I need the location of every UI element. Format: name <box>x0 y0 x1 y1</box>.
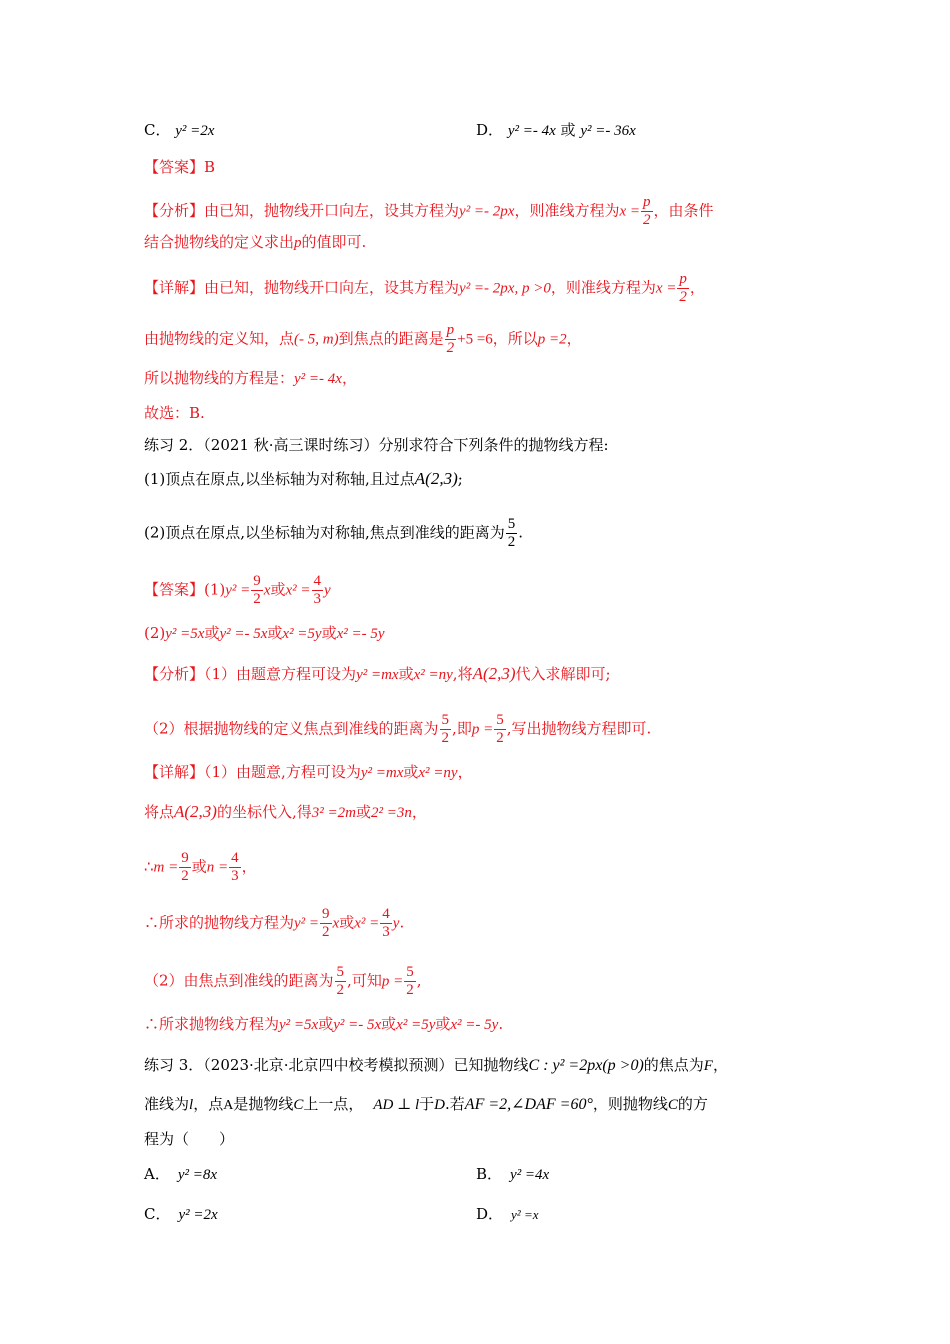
variable-p: p <box>294 235 302 251</box>
perpendicular-condition: AD ⊥ l <box>373 1097 420 1113</box>
ex3-line-2 <box>144 1094 708 1116</box>
therefore-symbol: ∴ <box>144 857 154 876</box>
detail-text: ， <box>457 763 473 781</box>
analysis-text: 结合抛物线的定义求出 <box>144 233 295 251</box>
parabola-c: C <box>667 1097 678 1113</box>
question-text: 的焦点为 <box>643 1056 704 1074</box>
directrix-lhs: x = <box>655 280 677 297</box>
option-label: A． <box>144 1165 170 1183</box>
detail-equation: y² = <box>294 915 320 932</box>
ex2-detail-3 <box>144 850 257 885</box>
fraction <box>445 322 457 357</box>
ex3-option-b <box>476 1164 549 1185</box>
detail-text: ∴所求的抛物线方程为 <box>144 913 295 932</box>
ex3-option-d <box>476 1204 539 1225</box>
choice-text: 故选：B. <box>144 404 205 422</box>
exercise-title: 练习 3．（2023·北京·北京四中校考模拟预测）已知抛物线 <box>144 1056 529 1074</box>
ex1-detail-line-3 <box>144 368 357 389</box>
analysis-text: ,将 <box>452 665 473 683</box>
detail-text: ，所以 <box>492 329 538 348</box>
analysis-text: ，则准线方程为 <box>514 201 620 220</box>
fraction-denominator: 3 <box>231 868 239 884</box>
detail-equation: 2² =3n <box>370 805 412 821</box>
fraction <box>312 573 324 608</box>
question-text: 准线为 <box>144 1095 190 1113</box>
fraction-denominator: 3 <box>382 924 390 940</box>
question-text: ，则抛物线 <box>592 1095 668 1113</box>
analysis-equation: y² =mx <box>356 667 399 683</box>
answer-label: (2) <box>144 624 166 642</box>
ex1-analysis-line-2 <box>144 232 366 253</box>
ex2-answer-1 <box>144 573 331 608</box>
analysis-text: ，由条件 <box>653 201 714 220</box>
fraction <box>179 850 191 885</box>
analysis-equation: x² =ny <box>413 667 453 683</box>
fraction-denominator: 2 <box>679 289 687 305</box>
detail-equation: y² =- 5x <box>333 1017 382 1033</box>
fraction-numerator: 4 <box>313 573 322 589</box>
detail-equation: n = <box>206 859 229 876</box>
ex2-answer-2 <box>144 623 385 644</box>
parabola-equation: C : y² =2px(p >0) <box>528 1057 644 1074</box>
detail-equation: +5 =6 <box>457 331 493 348</box>
or-text: 或 <box>403 763 419 781</box>
ex3-option-c <box>144 1204 218 1225</box>
ex2-title <box>144 435 609 455</box>
ex2-detail-2 <box>144 802 427 823</box>
option-d-equation-2: y² =- 36x <box>580 123 636 139</box>
fraction <box>335 964 347 999</box>
ex1-analysis-line-1 <box>144 194 714 229</box>
detail-text: ， <box>689 278 705 297</box>
answer-tag: 【答案】 <box>144 158 205 176</box>
or-text: 或 <box>204 624 220 642</box>
fraction-numerator: p <box>679 271 687 287</box>
detail-text: ，则准线方程为 <box>550 278 656 297</box>
point-a: A(2,3) <box>414 469 458 488</box>
analysis-text: 的值即可. <box>301 233 367 251</box>
ex2-detail-6 <box>144 1014 503 1035</box>
p-value: p = <box>471 721 494 738</box>
answer-equation: y² =5x <box>165 626 205 642</box>
fraction <box>641 194 653 229</box>
detail-text: ∴所求抛物线方程为 <box>144 1015 280 1033</box>
option-c <box>144 120 214 141</box>
analysis-text: 代入求解即可; <box>515 665 611 683</box>
or-text: 或 <box>321 624 337 642</box>
answer-equation: x <box>263 582 271 599</box>
analysis-equation: y² =- 2px <box>459 203 515 220</box>
directrix-lhs: x = <box>619 203 641 220</box>
fraction-denominator: 2 <box>507 534 516 550</box>
fraction-denominator: 2 <box>446 340 455 356</box>
ex1-choice <box>144 403 205 423</box>
question-text: ， <box>712 1056 728 1074</box>
fraction-numerator: 5 <box>336 964 345 980</box>
fraction-denominator: 2 <box>253 591 261 607</box>
fraction-denominator: 2 <box>336 982 345 998</box>
analysis-text: 由已知，抛物线开口向左，设其方程为 <box>204 201 460 220</box>
detail-equation: y <box>392 915 400 932</box>
question-text: ，点 <box>193 1095 224 1113</box>
or-text: 或 <box>191 857 207 876</box>
or-text: 或 <box>339 913 355 932</box>
or-text: 或 <box>355 803 371 821</box>
option-label: C． <box>144 1205 171 1223</box>
directrix-l: l <box>189 1097 194 1113</box>
question-text: 的方 <box>677 1095 708 1113</box>
detail-equation: x² =ny <box>418 765 458 781</box>
option-equation: y² =2x <box>178 1207 218 1223</box>
fraction <box>229 850 241 885</box>
detail-tag: 【详解】 <box>144 278 205 297</box>
ex1-detail-line-1 <box>144 271 705 306</box>
fraction <box>677 271 689 306</box>
point-a: A <box>223 1098 234 1113</box>
analysis-text: ,即 <box>452 719 472 738</box>
option-equation: y² =8x <box>177 1167 218 1183</box>
detail-text: （1）由题意,方程可设为 <box>204 763 361 781</box>
answer-equation: x² =- 5y <box>336 626 385 642</box>
ex2-analysis-2 <box>144 712 651 747</box>
given-condition: AF =2,∠DAF =60° <box>464 1096 593 1113</box>
option-label: B． <box>476 1165 503 1183</box>
ex2-question-1 <box>144 469 463 489</box>
ex3-line-1 <box>144 1055 728 1076</box>
detail-equation: y² =mx <box>360 765 404 781</box>
answer-equation: y <box>324 582 331 599</box>
question-text: .若 <box>445 1095 465 1113</box>
detail-text: ， <box>411 803 427 821</box>
fraction-denominator: 2 <box>441 730 450 746</box>
analysis-tag: 【分析】 <box>144 201 205 220</box>
p-value: p = <box>381 973 404 990</box>
fraction-numerator: 9 <box>322 906 330 922</box>
fraction-numerator: 5 <box>406 964 414 980</box>
fraction-denominator: 2 <box>643 212 651 228</box>
detail-text: 所以抛物线的方程是： <box>144 369 295 387</box>
detail-equation: x² =5y <box>396 1017 436 1033</box>
ex3-option-a <box>144 1164 217 1185</box>
detail-text: 的坐标代入,得 <box>216 803 312 821</box>
answer-equation: x² =5y <box>282 626 322 642</box>
fraction <box>320 906 332 941</box>
answer-equation: y² =- 5x <box>219 626 268 642</box>
detail-equation: m = <box>153 859 179 876</box>
question-text: (1)顶点在原点,以坐标轴为对称轴,且过点 <box>144 470 415 488</box>
option-c-equation: y² =2x <box>175 123 215 139</box>
answer-equation: y² = <box>225 582 251 599</box>
detail-text: ， <box>241 857 257 876</box>
point-d: D <box>434 1097 446 1113</box>
ex2-detail-1 <box>144 762 473 783</box>
question-text: 是抛物线 <box>233 1095 294 1113</box>
option-label: D． <box>476 1205 504 1223</box>
question-text: 上一点， <box>303 1095 364 1113</box>
parabola-c: C <box>293 1097 304 1113</box>
focus-f: F <box>703 1058 713 1074</box>
detail-text: （2）由焦点到准线的距离为 <box>144 971 334 990</box>
ex1-answer <box>144 157 215 177</box>
ex2-analysis-1 <box>144 664 611 685</box>
option-equation: y² =4x <box>510 1167 550 1183</box>
fraction-numerator: p <box>643 194 651 210</box>
analysis-text: （2）根据抛物线的定义焦点到准线的距离为 <box>144 719 439 738</box>
fraction-denominator: 2 <box>496 730 504 746</box>
option-c-label: C． <box>144 121 171 139</box>
fraction <box>251 573 263 608</box>
option-d <box>476 120 636 141</box>
question-text: (2)顶点在原点,以坐标轴为对称轴,焦点到准线的距离为 <box>144 523 505 542</box>
detail-tag: 【详解】 <box>144 763 205 781</box>
ex2-question-2 <box>144 516 523 551</box>
p-value: p =2 <box>537 331 567 348</box>
detail-equation: y² =5x <box>279 1017 319 1033</box>
or-text: 或 <box>270 580 286 599</box>
answer-label: (1) <box>204 580 226 599</box>
ex2-detail-4 <box>144 906 404 941</box>
fraction-numerator: 5 <box>441 712 450 728</box>
or-text: 或 <box>398 665 414 683</box>
fraction <box>506 516 518 551</box>
detail-text: , <box>416 971 422 990</box>
detail-text: ， <box>566 329 582 348</box>
or-text: 或 <box>435 1015 451 1033</box>
or-text: 或 <box>267 624 283 642</box>
fraction-numerator: 4 <box>231 850 239 866</box>
point-coordinate: (- 5, m) <box>294 331 339 348</box>
analysis-text: ,写出抛物线方程即可. <box>506 719 652 738</box>
fraction <box>380 906 392 941</box>
ex2-detail-5 <box>144 964 421 999</box>
option-d-equation-1: y² =- 4x <box>507 123 556 139</box>
fraction-denominator: 3 <box>313 591 322 607</box>
fraction-denominator: 2 <box>181 868 189 884</box>
detail-equation: x² = <box>354 915 380 932</box>
analysis-tag: 【分析】 <box>144 665 205 683</box>
answer-equation: x² = <box>285 582 311 599</box>
detail-equation: y² =- 2px <box>459 280 515 297</box>
question-text: 程为（ ） <box>144 1130 235 1148</box>
detail-equation: 3² =2m <box>311 805 356 821</box>
fraction-denominator: 2 <box>322 924 330 940</box>
result-equation: y² =- 4x <box>294 371 342 387</box>
detail-text: 由抛物线的定义知，点 <box>144 329 295 348</box>
detail-condition: , p >0 <box>514 280 551 297</box>
or-text: 或 <box>381 1015 397 1033</box>
analysis-text: （1）由题意方程可设为 <box>204 665 357 683</box>
fraction <box>404 964 416 999</box>
or-text: 或 <box>318 1015 334 1033</box>
exercise-title: 练习 2．（2021 秋·高三课时练习）分别求符合下列条件的抛物线方程: <box>144 436 609 454</box>
detail-text: . <box>399 913 405 932</box>
detail-text: ， <box>341 369 357 387</box>
fraction <box>440 712 452 747</box>
fraction-numerator: p <box>446 322 455 338</box>
point-a: A(2,3) <box>174 802 217 821</box>
option-d-or: 或 <box>560 121 576 139</box>
fraction-numerator: 9 <box>253 573 261 589</box>
detail-text: 将点 <box>144 803 175 821</box>
detail-equation: x <box>332 915 340 932</box>
ex1-detail-line-2 <box>144 322 582 357</box>
question-text: . <box>518 523 524 542</box>
fraction-denominator: 2 <box>406 982 414 998</box>
answer-tag: 【答案】 <box>144 580 205 599</box>
detail-text: 由已知，抛物线开口向左，设其方程为 <box>204 278 460 297</box>
question-text: 于 <box>419 1095 435 1113</box>
detail-text: ,可知 <box>347 971 382 990</box>
ex3-line-3 <box>144 1129 234 1149</box>
answer-value: B <box>204 158 216 176</box>
option-equation: y² =x <box>511 1207 539 1222</box>
fraction <box>494 712 506 747</box>
fraction-numerator: 4 <box>382 906 390 922</box>
detail-text: . <box>498 1015 504 1033</box>
detail-text: 到焦点的距离是 <box>338 329 444 348</box>
option-d-label: D． <box>476 121 504 139</box>
point-a: A(2,3) <box>472 664 516 683</box>
fraction-numerator: 5 <box>496 712 504 728</box>
detail-equation: x² =- 5y <box>450 1017 499 1033</box>
question-text: ; <box>457 470 463 488</box>
fraction-numerator: 5 <box>507 516 516 532</box>
fraction-numerator: 9 <box>181 850 189 866</box>
